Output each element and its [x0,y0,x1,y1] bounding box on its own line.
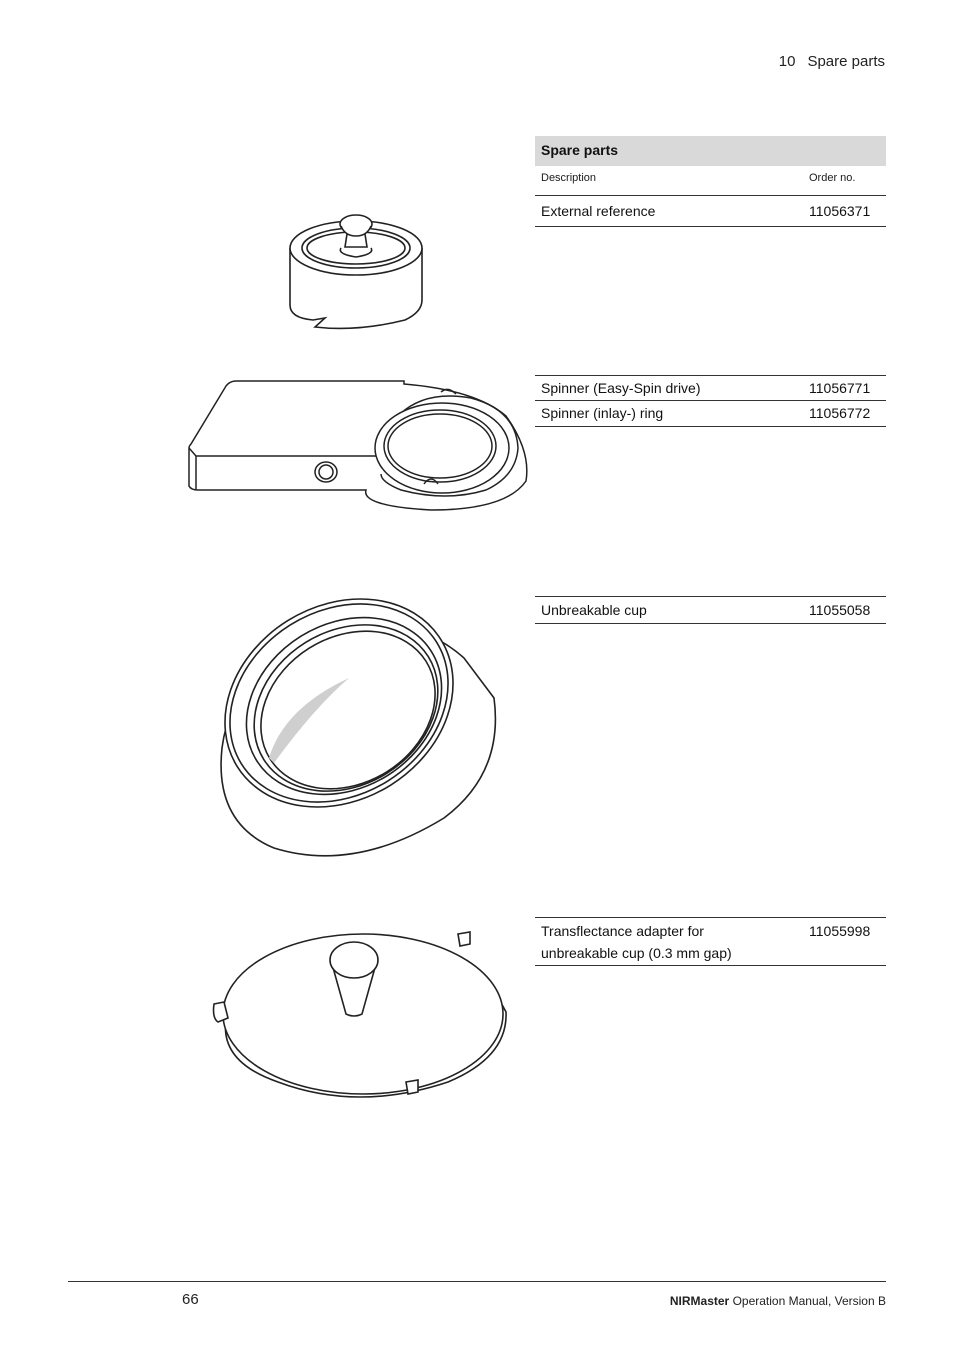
table-row [535,196,886,227]
row-order-no: 11056371 [809,203,871,219]
row-description: Spinner (inlay-) ring [541,405,664,421]
footer-divider [68,1281,886,1282]
chapter-header [779,53,885,70]
page-number: 66 [182,1291,199,1308]
row-description-line2: unbreakable cup (0.3 mm gap) [541,945,732,961]
table-row [535,375,886,401]
row-order-no: 11055998 [809,923,871,939]
transflectance-adapter-illustration [208,922,513,1112]
row-description: Spinner (Easy-Spin drive) [541,380,701,396]
row-order-no: 11056772 [809,405,871,421]
unbreakable-cup-illustration [214,598,504,863]
chapter-title: Spare parts [807,53,885,70]
footer-doc-title [670,1294,886,1308]
table-row [535,596,886,624]
row-order-no: 11055058 [809,602,871,618]
table-row [535,917,886,966]
external-reference-illustration [285,210,430,330]
row-description: External reference [541,203,656,219]
row-order-no: 11056771 [809,380,871,396]
footer-doc-subtitle: Operation Manual, Version B [729,1294,886,1308]
row-description-line1: Transflectance adapter for [541,923,704,939]
table-column-headers [535,166,886,196]
table-row [535,401,886,427]
footer-product-name: NIRMaster [669,1294,730,1308]
chapter-number: 10 [778,53,796,70]
table-title: Spare parts [535,136,886,166]
column-header-description: Description [541,172,597,184]
row-description: Unbreakable cup [541,602,647,618]
spinner-illustration [186,376,531,516]
column-header-order-no: Order no. [809,172,856,184]
row-description [541,920,732,964]
